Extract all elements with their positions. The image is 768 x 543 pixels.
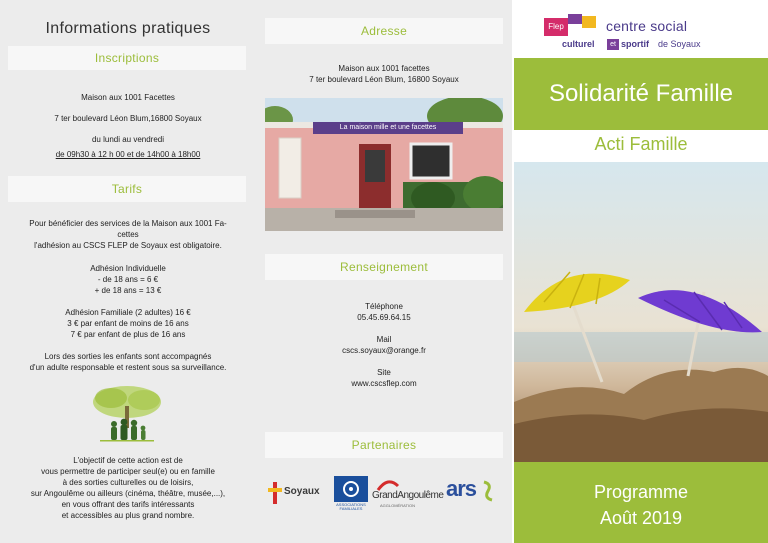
- logo-square-yellow: [582, 16, 596, 28]
- sorties-line-2: d'un adulte responsable et restent sous sa surveillance.: [29, 363, 227, 372]
- logo-de-soyaux: de Soyaux: [658, 39, 701, 49]
- logo-square-purple: [568, 14, 582, 24]
- objectif-line-4: sur Angoulême ou ailleurs (cinéma, théâtre, musée,...),: [30, 489, 226, 498]
- inscriptions-heading: Inscriptions: [8, 46, 246, 70]
- programme-block: [514, 462, 768, 543]
- sorties-line-1: Lors des sorties les enfants sont accompagnés: [44, 352, 212, 361]
- mail-label: Mail: [376, 335, 392, 344]
- main-title: Solidarité Famille: [514, 58, 768, 130]
- inscriptions-line-1: Maison aux 1001 Facettes: [81, 93, 175, 102]
- adresse-line-2: 7 ter boulevard Léon Blum, 16800 Soyaux: [309, 75, 459, 84]
- inscriptions-line-3: du lundi au vendredi: [91, 135, 165, 144]
- partenaires-heading: Partenaires: [265, 432, 503, 458]
- tarif-enfant-plus-16: 7 € par enfant de plus de 16 ans: [70, 330, 186, 339]
- objectif-line-3: à des sorties culturelles ou de loisirs,: [62, 478, 194, 487]
- objectif-line-5: en vous offrant des tarifs intéressants: [61, 500, 195, 509]
- soyaux-logo: Soyaux: [268, 472, 330, 512]
- family-tree-icon: [86, 384, 168, 446]
- programme-date: Août 2019: [599, 508, 683, 528]
- inscriptions-line-2: 7 ter boulevard Léon Blum,16800 Soyaux: [54, 114, 202, 123]
- renseignement-heading: Renseignement: [265, 254, 503, 280]
- photo-sign: La maison mille et une facettes: [339, 124, 437, 131]
- inscriptions-hours: de 09h30 à 12 h 00 et de 14h00 à 18h00: [55, 150, 201, 159]
- adresse-line-1: Maison aux 1001 facettes: [338, 64, 430, 73]
- site-label: Site: [377, 368, 391, 377]
- tarif-enfant-moins-16: 3 € par enfant de moins de 16 ans: [67, 319, 189, 328]
- tarifs-intro-1: Pour bénéficier des services de la Maison aux 1001 Fa-: [29, 219, 227, 228]
- adresse-heading: Adresse: [265, 18, 503, 44]
- middle-panel: [256, 0, 512, 543]
- telephone-label: Téléphone: [365, 302, 403, 311]
- left-panel: [0, 0, 256, 543]
- tarif-plus-18: + de 18 ans = 13 €: [94, 286, 162, 295]
- site-value[interactable]: www.cscsflep.com: [351, 379, 417, 388]
- flep-logo-badge: Flep: [544, 18, 568, 36]
- objectif-line-2: vous permettre de participer seul(e) ou en famille: [41, 467, 215, 476]
- grand-angouleme-logo: GrandAngoulême AGGLOMÉRATION: [372, 472, 444, 512]
- adhesion-familiale: Adhésion Familiale (2 adultes) 16 €: [65, 308, 191, 317]
- logo-culturel: culturel: [562, 39, 595, 49]
- objectif-line-6: et accessibles au plus grand nombre.: [61, 511, 195, 520]
- mail-value[interactable]: cscs.soyaux@orange.fr: [342, 346, 426, 355]
- logo-et: et: [607, 39, 619, 50]
- ars-logo: ars: [446, 472, 498, 512]
- programme-label: Programme: [593, 482, 689, 502]
- objectif-line-1: L'objectif de cette action est de: [73, 456, 183, 465]
- beach-photo: [514, 162, 768, 462]
- telephone-value[interactable]: 05.45.69.64.15: [357, 313, 411, 322]
- adhesion-individuelle: Adhésion Individuelle: [90, 264, 166, 273]
- tarifs-intro-2: cettes: [117, 230, 139, 239]
- caf-associations-logo: ASSOCIATIONS FAMILIALES: [334, 472, 368, 512]
- tarifs-intro-3: l'adhésion au CSCS FLEP de Soyaux est obligatoire.: [34, 241, 222, 250]
- info-title: Informations pratiques: [45, 20, 211, 37]
- tarif-moins-18: - de 18 ans = 6 €: [97, 275, 159, 284]
- subtitle: Acti Famille: [594, 134, 688, 154]
- logo-sportif: sportif: [621, 39, 649, 49]
- building-photo: [265, 98, 503, 231]
- logo-centre-social: centre social: [606, 18, 688, 34]
- tarifs-heading: Tarifs: [8, 176, 246, 202]
